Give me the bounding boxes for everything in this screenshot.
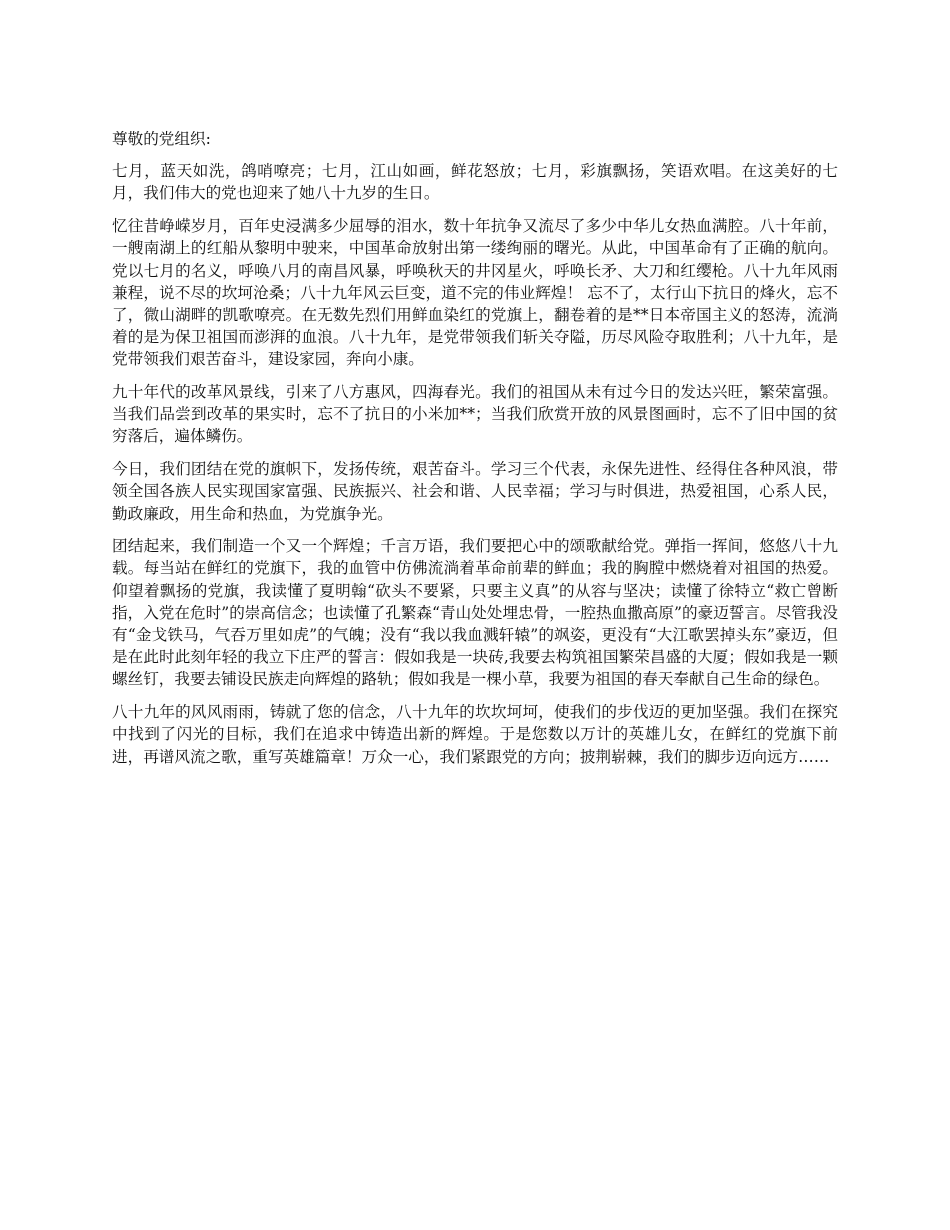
salutation: 尊敬的党组织:	[112, 130, 211, 148]
paragraph-3: 九十年代的改革风景线，引来了八方惠风，四海春光。我们的祖国从未有过今日的发达兴旺，繁荣富强。当我们品尝到改革的果实时，忘不了抗日的小米加**；当我们欣赏开放的风景图画时，忘不了旧中国的贫穷落后，遍体鳞伤。	[112, 383, 838, 446]
paragraph-1: 七月，蓝天如洗，鸽哨嘹亮；七月，江山如画，鲜花怒放；七月，彩旗飘扬，笑语欢唱。在这美好的七月，我们伟大的党也迎来了她八十九岁的生日。	[112, 162, 838, 203]
paragraph-4: 今日，我们团结在党的旗帜下，发扬传统，艰苦奋斗。学习三个代表，永保先进性、经得住各种风浪，带领全国各族人民实现国家富强、民族振兴、社会和谐、人民幸福；学习与时俱进，热爱祖国，心系人民，勤政廉政，用生命和热血，为党旗争光。	[112, 460, 838, 523]
paragraph-6: 八十九年的风风雨雨，铸就了您的信念，八十九年的坎坎坷坷，使我们的步伐迈的更加坚强。我们在探究中找到了闪光的目标，我们在追求中铸造出新的辉煌。于是您数以万计的英雄儿女，在鲜红的党旗下前进，再谱风流之歌，重写英雄篇章！万众一心，我们紧跟党的方向；披荆崭棘，我们的脚步迈向远方……	[112, 703, 838, 766]
document-page	[112, 128, 838, 778]
paragraph-5: 团结起来，我们制造一个又一个辉煌；千言万语，我们要把心中的颂歌献给党。弹指一挥间，悠悠八十九载。每当站在鲜红的党旗下，我的血管中仿佛流淌着革命前辈的鲜血；我的胸膛中燃烧着对祖国的热爱。仰望着飘扬的党旗，我读懂了夏明翰“砍头不要紧，只要主义真”的从容与坚决；读懂了徐特立“救亡曾断指，入党在危时”的崇高信念；也读懂了孔繁森“青山处处埋忠骨，一腔热血撒高原”的豪迈誓言。尽管我没有“金戈铁马，气吞万里如虎”的气魄；没有“我以我血溅轩辕”的飒姿，更没有“大江歌罢掉头东”豪迈，但是在此时此刻年轻的我立下庄严的誓言：假如我是一块砖,我要去构筑祖国繁荣昌盛的大厦；假如我是一颗螺丝钉，我要去铺设民族走向辉煌的路轨；假如我是一棵小草，我要为祖国的春天奉献自己生命的绿色。	[112, 537, 838, 689]
paragraph-2: 忆往昔峥嵘岁月，百年史浸满多少屈辱的泪水，数十年抗争又流尽了多少中华儿女热血满腔。八十年前，一艘南湖上的红船从黎明中驶来，中国革命放射出第一缕绚丽的曙光。从此，中国革命有了正确的航向。党以七月的名义，呼唤八月的南昌风暴，呼唤秋天的井冈星火，呼唤长矛、大刀和红缨枪。八十九年风雨兼程，说不尽的坎坷沧桑；八十九年风云巨变，道不完的伟业辉煌！ 忘不了，太行山下抗日的烽火，忘不了，微山湖畔的凯歌嘹亮。在无数先烈们用鲜血染红的党旗上，翻卷着的是**日本帝国主义的怒涛，流淌着的是为保卫祖国而澎湃的血浪。八十九年，是党带领我们斩关夺隘，历尽风险夺取胜利；八十九年，是党带领我们艰苦奋斗，建设家园，奔向小康。	[112, 217, 838, 369]
